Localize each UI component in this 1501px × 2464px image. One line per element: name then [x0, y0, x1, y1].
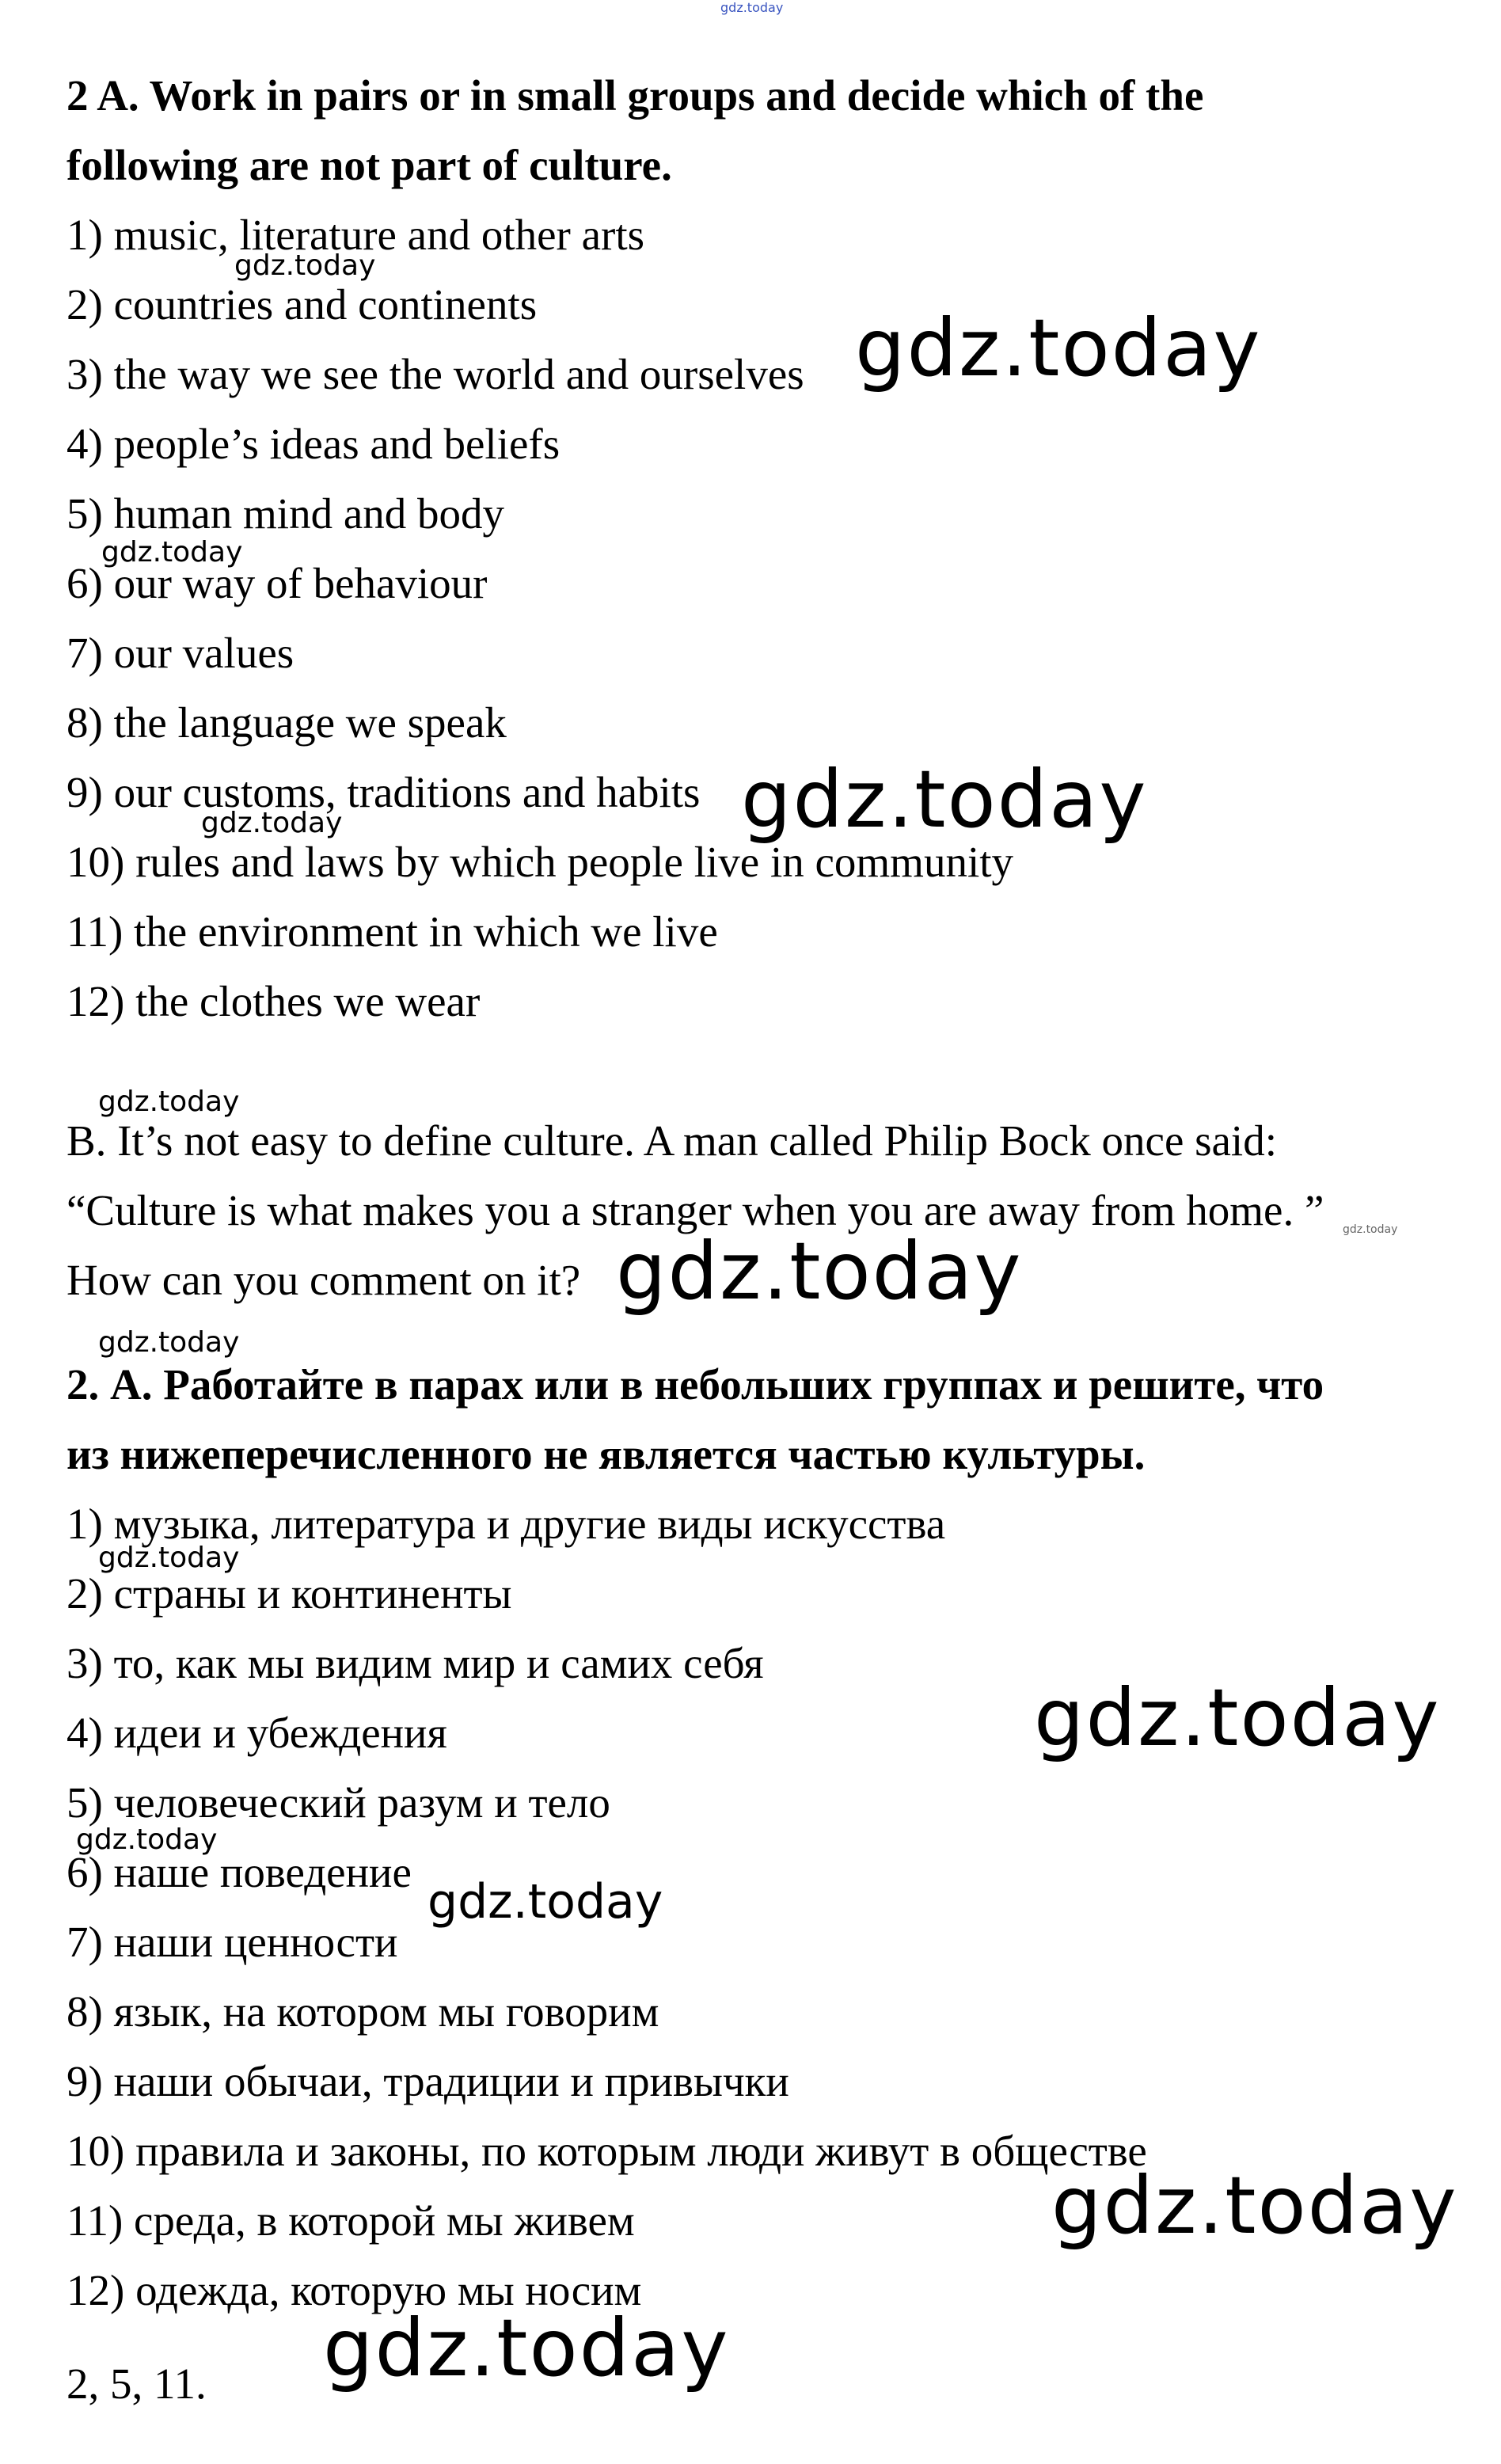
- watermark: gdz.today: [101, 536, 243, 568]
- english-task-heading-line1: 2 A. Work in pairs or in small groups and decide which of the: [66, 71, 1204, 120]
- watermark: gdz.today: [234, 249, 376, 282]
- russian-list-item: 8) язык, на котором мы говорим: [66, 1987, 659, 2036]
- watermark: gdz.today: [1034, 1671, 1441, 1764]
- english-list-item: 12) the clothes we wear: [66, 977, 481, 1025]
- answer-text: 2, 5, 11.: [66, 2359, 207, 2408]
- watermark: gdz.today: [98, 1086, 240, 1118]
- russian-list-item: 1) музыка, литература и другие виды искусства: [66, 1500, 946, 1548]
- russian-list-item: 6) наше поведение: [66, 1848, 412, 1896]
- english-list-item: 1) music, literature and other arts: [66, 211, 645, 259]
- watermark: gdz.today: [98, 1542, 240, 1574]
- watermark: gdz.today: [98, 1326, 240, 1359]
- russian-list-item: 11) среда, в которой мы живем: [66, 2196, 635, 2245]
- english-list-item: 8) the language we speak: [66, 698, 507, 747]
- watermark: gdz.today: [201, 807, 343, 839]
- english-list-item: 10) rules and laws by which people live in community: [66, 838, 1014, 886]
- watermark: gdz.today: [616, 1225, 1023, 1318]
- russian-list-item: 2) страны и континенты: [66, 1569, 512, 1618]
- russian-list-item: 4) идеи и убеждения: [66, 1709, 447, 1757]
- watermark: gdz.today: [741, 753, 1148, 846]
- watermark: gdz.today: [1343, 1223, 1398, 1236]
- english-task-heading-line2: following are not part of culture.: [66, 141, 672, 189]
- russian-list-item: 10) правила и законы, по которым люди живут в обществе: [66, 2127, 1147, 2175]
- english-list-item: 2) countries and continents: [66, 280, 538, 329]
- russian-list-item: 7) наши ценности: [66, 1918, 398, 1966]
- russian-list-item: 12) одежда, которую мы носим: [66, 2266, 642, 2314]
- russian-list-item: 5) человеческий разум и тело: [66, 1778, 610, 1827]
- russian-task-heading-line1: 2. А. Работайте в парах или в небольших группах и решите, что: [66, 1360, 1324, 1409]
- english-list-item: 4) people’s ideas and beliefs: [66, 420, 560, 468]
- watermark: gdz.today: [720, 0, 784, 15]
- english-list-item: 3) the way we see the world and ourselves: [66, 350, 804, 398]
- watermark: gdz.today: [323, 2302, 730, 2394]
- english-list-item: 9) our customs, traditions and habits: [66, 768, 701, 816]
- english-list-item: 11) the environment in which we live: [66, 907, 718, 956]
- watermark: gdz.today: [428, 1874, 663, 1930]
- english-part-b-line1: B. It’s not easy to define culture. A man called Philip Bock once said:: [66, 1116, 1277, 1165]
- english-list-item: 5) human mind and body: [66, 489, 504, 538]
- russian-task-heading-line2: из нижеперечисленного не является частью культуры.: [66, 1430, 1146, 1478]
- russian-list-item: 9) наши обычаи, традиции и привычки: [66, 2057, 789, 2105]
- watermark: gdz.today: [855, 302, 1262, 394]
- english-part-b-line2: “Culture is what makes you a stranger when you are away from home. ”: [66, 1186, 1324, 1234]
- english-list-item: 7) our values: [66, 629, 294, 677]
- watermark: gdz.today: [1051, 2159, 1458, 2252]
- english-part-b-line3: How can you comment on it?: [66, 1256, 581, 1304]
- russian-list-item: 3) то, как мы видим мир и самих себя: [66, 1639, 764, 1687]
- watermark: gdz.today: [76, 1823, 218, 1856]
- english-list-item: 6) our way of behaviour: [66, 559, 488, 607]
